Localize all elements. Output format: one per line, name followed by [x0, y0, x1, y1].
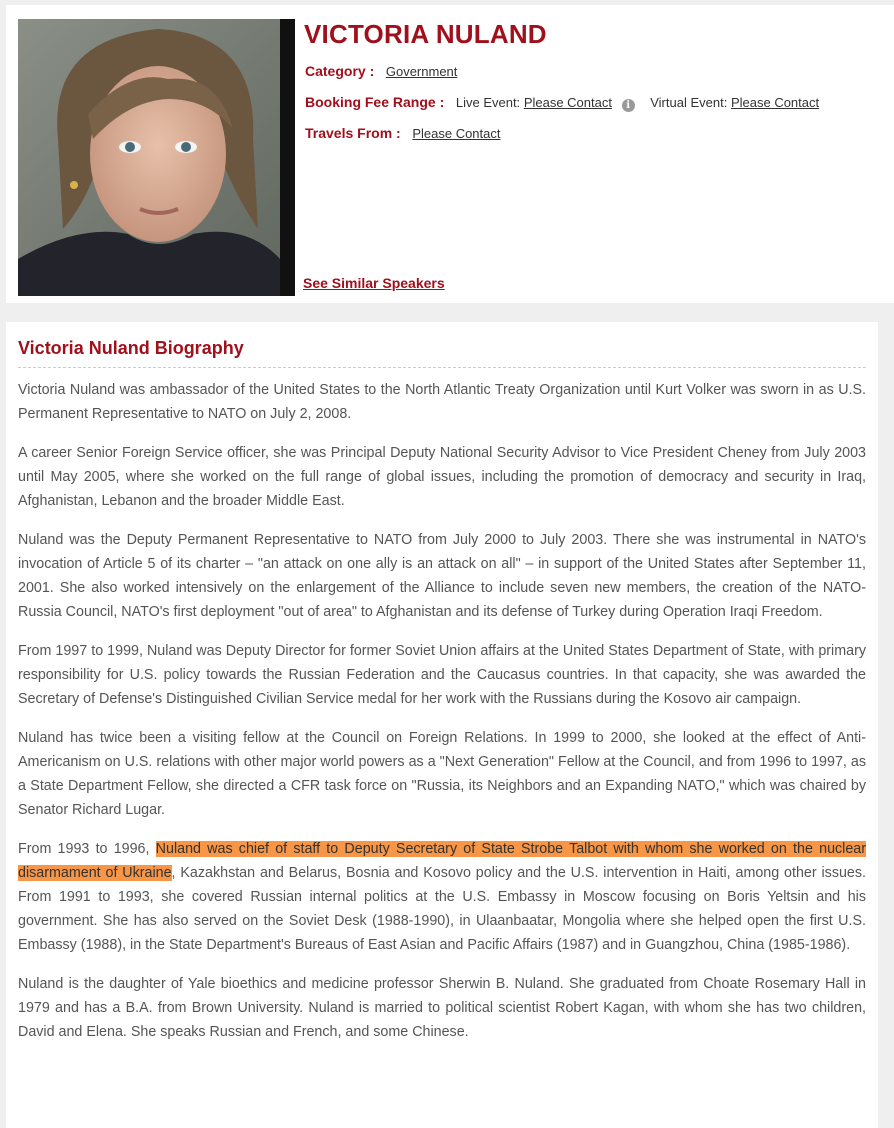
biography-body [18, 378, 866, 1044]
travels-from-label: Travels From : [305, 125, 401, 141]
bio-paragraph: A career Senior Foreign Service officer, she was Principal Deputy National Security Advisor to Vice President Cheney from July 2003 until May 2005, where she worked on the full range of global issues, including the promotion of democracy and security in Iraq, Afghanistan, Lebanon and the broader Middle East. [18, 445, 866, 509]
category-label: Category : [305, 63, 375, 79]
highlighted-text: Nuland was chief of staff to Deputy Secretary of State Strobe Talbot with whom she worked on the nuclear disarmament of Ukraine [18, 841, 867, 881]
info-icon[interactable]: i [622, 99, 635, 112]
bio-paragraph: From 1997 to 1999, Nuland was Deputy Director for former Soviet Union affairs at the United States Department of State, with primary responsibility for U.S. policy towards the Russian Federation and the Caucasus countries. In that capacity, she was awarded the Secretary of Defense's Distinguished Civilian Service medal for her work with the Russians during the Kosovo air campaign. [18, 643, 866, 707]
travels-from-row [305, 125, 501, 141]
booking-fee-label: Booking Fee Range : [305, 94, 445, 110]
speaker-profile-card [6, 5, 894, 303]
bio-paragraph: Nuland is the daughter of Yale bioethics and medicine professor Sherwin B. Nuland. She graduated from Choate Rosemary Hall in 1979 and has a B.A. from Brown University. Nuland is married to political scientist Robert Kagan, with whom she has two children, David and Elena. She speaks Russian and French, and some Chinese. [18, 976, 866, 1040]
category-row [305, 63, 457, 79]
bio-paragraph: Nuland was the Deputy Permanent Representative to NATO from July 2000 to July 2003. There she was instrumental in NATO's invocation of Article 5 of its charter – "an attack on one ally is an attack on all" – in support of the United States after September 11, 2001. She also worked intensively on the enlargement of the Alliance to include seven new members, the creation of the NATO-Russia Council, NATO's first deployment "out of area" to Afghanistan and its defense of Turkey during Operation Iraqi Freedom. [18, 532, 866, 620]
virtual-event-label: Virtual Event: [650, 95, 728, 110]
bio-paragraph [18, 837, 866, 957]
bio-paragraph: Nuland has twice been a visiting fellow at the Council on Foreign Relations. In 1999 to 2000, she looked at the effect of Anti-Americanism on U.S. relations with other major world powers as a "Next Generation" Fellow at the Council, and from 1996 to 1997, as a State Department Fellow, she directed a CFR task force on "Russia, its Neighbors and an Expanding NATO," which was chaired by Senator Richard Lugar. [18, 730, 866, 818]
category-link[interactable]: Government [385, 64, 458, 79]
virtual-event-contact-link[interactable]: Please Contact [730, 95, 820, 110]
bio-text: From 1993 to 1996, [18, 841, 156, 857]
biography-section [6, 322, 878, 1128]
see-similar-speakers-link[interactable]: See Similar Speakers [303, 275, 445, 291]
speaker-name: VICTORIA NULAND [304, 19, 547, 49]
biography-title: Victoria Nuland Biography [18, 338, 866, 368]
bio-paragraph: Victoria Nuland was ambassador of the United States to the North Atlantic Treaty Organization until Kurt Volker was sworn in as U.S. Permanent Representative to NATO on July 2, 2008. [18, 382, 866, 422]
travels-from-contact-link[interactable]: Please Contact [412, 126, 501, 141]
booking-fee-row [305, 94, 819, 112]
live-event-contact-link[interactable]: Please Contact [523, 95, 612, 110]
live-event-label: Live Event: [455, 95, 521, 110]
speaker-photo [18, 19, 295, 296]
bio-text: , Kazakhstan and Belarus, Bosnia and Kosovo policy and the U.S. intervention in Haiti, among other issues. From 1991 to 1993, she covered Russian internal politics at the U.S. Embassy in Moscow focusing on Boris Yeltsin and his government. She has also served on the Soviet Desk (1988-1990), in Ulaanbaatar, Mongolia where she helped open the first U.S. Embassy (1988), in the State Department's Bureaus of East Asian and Pacific Affairs (1987) and in Guangzhou, China (1985-1986). [18, 865, 867, 953]
